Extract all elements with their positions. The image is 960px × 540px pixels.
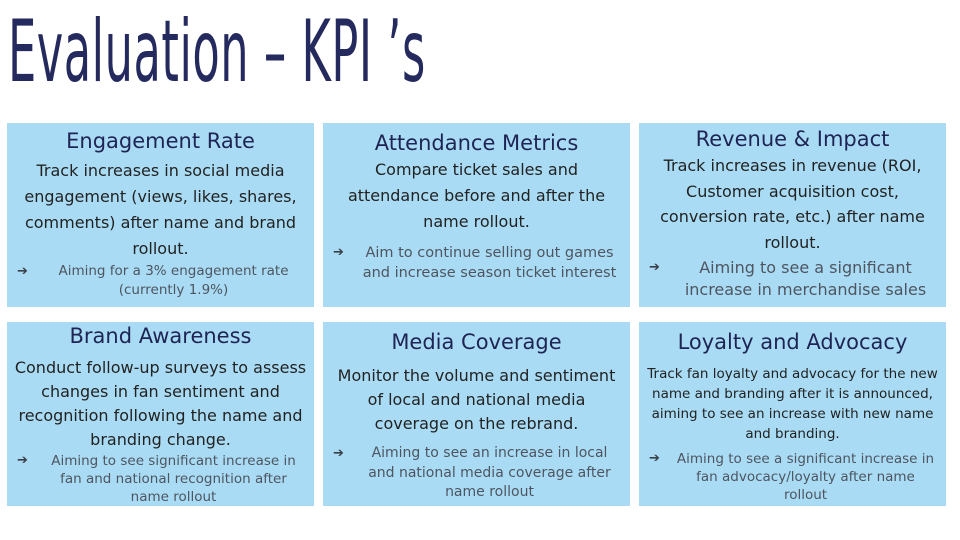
card-heading: Media Coverage [391, 330, 562, 354]
card-bullet [17, 452, 306, 506]
card-heading: Revenue & Impact [695, 127, 890, 151]
card-body: Track fan loyalty and advocacy for the new name and branding after it is announced, aiming to see an increase with new name and branding. [647, 366, 938, 442]
card-heading: Engagement Rate [66, 129, 255, 153]
kpi-card-revenue-impact [639, 123, 946, 307]
slide-title: Evaluation – KPI ’s [8, 2, 426, 102]
card-heading: Attendance Metrics [374, 131, 579, 155]
card-heading: Brand Awareness [69, 324, 252, 348]
card-body: Conduct follow-up surveys to assess changes in fan sentiment and recognition following the name and branding change. [14, 358, 307, 449]
arrow-right-icon: ➔ [17, 264, 28, 279]
card-bullet [17, 262, 306, 300]
kpi-card-engagement-rate [7, 123, 314, 307]
arrow-right-icon: ➔ [333, 446, 344, 461]
arrow-right-icon: ➔ [649, 451, 660, 466]
card-bullet-text: Aim to continue selling out games and increase season ticket interest [362, 245, 617, 281]
card-bullet-text: Aiming to see a significant increase in fan advocacy/loyalty after name rollout [676, 451, 935, 503]
card-body: Track increases in social media engagement (views, likes, shares, comments) after name and brand rollout. [24, 161, 297, 258]
card-body: Monitor the volume and sentiment of local and national media coverage on the rebrand. [337, 366, 616, 433]
kpi-card-brand-awareness [7, 322, 314, 506]
card-bullet-text: Aiming to see an increase in local and national media coverage after name rollout [368, 445, 611, 500]
kpi-card-loyalty-advocacy [639, 322, 946, 506]
card-bullet [649, 257, 938, 301]
arrow-right-icon: ➔ [17, 453, 28, 468]
card-body: Compare ticket sales and attendance before and after the name rollout. [347, 160, 606, 231]
card-bullet [649, 450, 938, 504]
card-bullet-text: Aiming for a 3% engagement rate (currently 1.9%) [58, 263, 289, 298]
card-bullet [333, 243, 622, 283]
card-bullet-text: Aiming to see a significant increase in merchandise sales [684, 258, 927, 299]
kpi-card-media-coverage [323, 322, 630, 506]
kpi-card-attendance-metrics [323, 123, 630, 307]
card-bullet-text: Aiming to see significant increase in fan and national recognition after name rollout [51, 453, 296, 505]
card-body: Track increases in revenue (ROI, Customer acquisition cost, conversion rate, etc.) after name rollout. [660, 156, 925, 252]
card-heading: Loyalty and Advocacy [677, 330, 908, 354]
card-bullet [333, 444, 622, 503]
arrow-right-icon: ➔ [333, 245, 344, 260]
arrow-right-icon: ➔ [649, 260, 660, 275]
